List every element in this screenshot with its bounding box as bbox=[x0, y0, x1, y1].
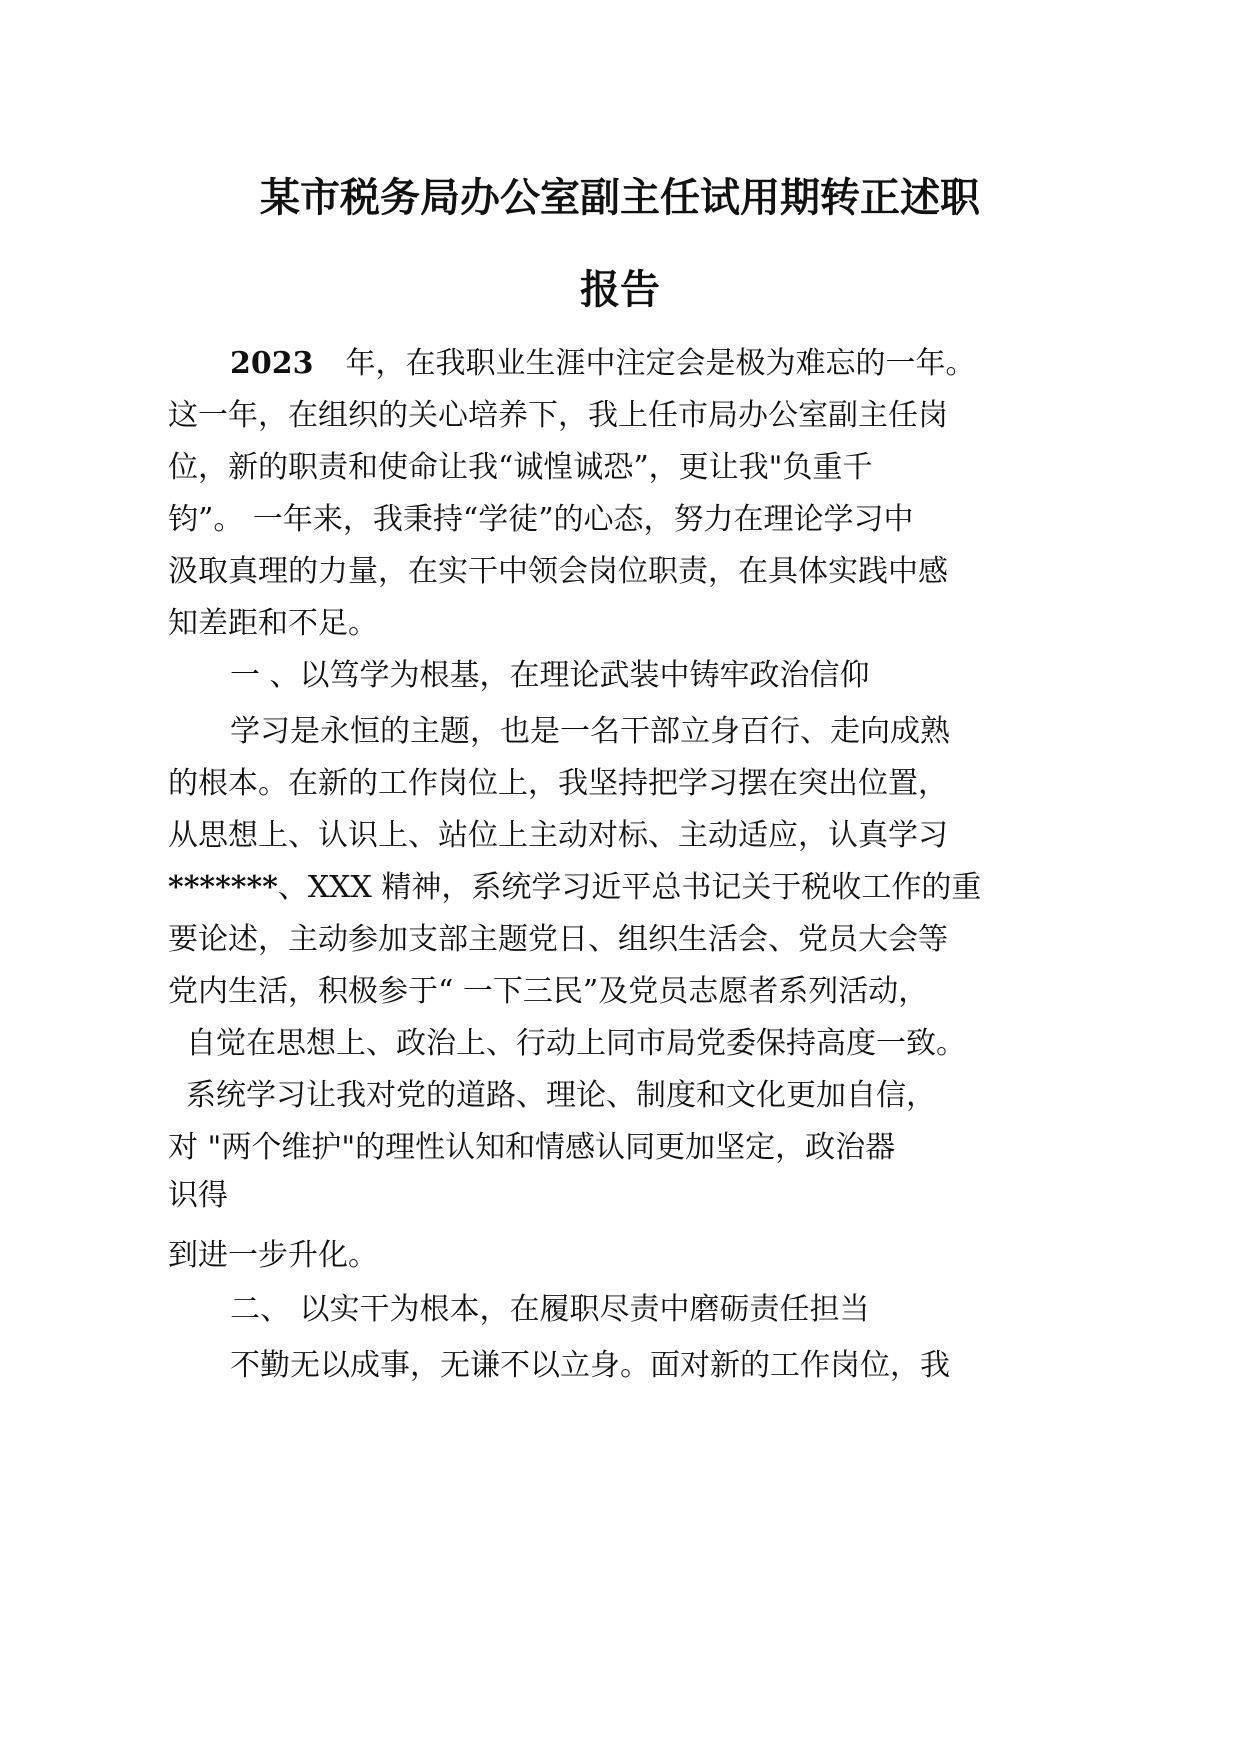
redacted-text: ******* bbox=[168, 870, 278, 905]
paragraph-1-line-6: 知差距和不足。 bbox=[168, 606, 378, 641]
paragraph-1-line-4: 钧”。 一年来，我秉持“学徒”的心态，努力在理论学习中 bbox=[168, 502, 914, 537]
paragraph-2-line-8: 系统学习让我对党的道路、理论、制度和文化更加自信， bbox=[186, 1078, 936, 1113]
paragraph-1-line-3: 位，新的职责和使命让我“诚惶诚恐”，更让我"负重千 bbox=[168, 450, 873, 485]
paragraph-1-line-2: 这一年，在组织的关心培养下，我上任市局办公室副主任岗 bbox=[168, 398, 948, 433]
paragraph-2-line-11: 到进一步升化。 bbox=[168, 1238, 378, 1273]
document-title-line-2: 报告 bbox=[580, 267, 660, 313]
paragraph-2-line-2: 的根本。在新的工作岗位上，我坚持把学习摆在突出位置， bbox=[168, 766, 948, 801]
paragraph-2-line-1: 学习是永恒的主题，也是一名干部立身百行、走向成熟 bbox=[230, 714, 950, 749]
section-heading-2: 二、 以实干为根本，在履职尽责中磨砺责任担当 bbox=[230, 1292, 870, 1327]
paragraph-2-line-6: 党内生活，积极参于“ 一下三民”及党员志愿者系列活动， bbox=[168, 974, 929, 1009]
section-heading-1: 一 、以笃学为根基，在理论武装中铸牢政治信仰 bbox=[230, 658, 870, 693]
paragraph-2-line-10: 识得 bbox=[168, 1178, 228, 1213]
paragraph-3-line-1: 不勤无以成事，无谦不以立身。面对新的工作岗位，我 bbox=[230, 1348, 950, 1383]
paragraph-1-line-5: 汲取真理的力量，在实干中领会岗位职责，在具体实践中感 bbox=[168, 554, 948, 589]
year-number: 2023 bbox=[230, 346, 314, 381]
paragraph-1-line-1 bbox=[230, 344, 976, 384]
paragraph-2-line-3: 从思想上、认识上、站位上主动对标、主动适应，认真学习 bbox=[168, 818, 948, 853]
paragraph-2-line-4 bbox=[168, 868, 981, 908]
paragraph-1-line-1-text: 年，在我职业生涯中注定会是极为难忘的一年。 bbox=[345, 346, 976, 381]
paragraph-2-line-7: 自觉在思想上、政治上、行动上同市局党委保持高度一致。 bbox=[186, 1026, 966, 1061]
paragraph-2-line-4-text: 、XXX 精神，系统学习近平总书记关于税收工作的重 bbox=[277, 870, 982, 905]
paragraph-2-line-9: 对 "两个维护"的理性认知和情感认同更加坚定，政治器 bbox=[168, 1130, 896, 1165]
paragraph-2-line-5: 要论述，主动参加支部主题党日、组织生活会、党员大会等 bbox=[168, 922, 948, 957]
document-title-line-1: 某市税务局办公室副主任试用期转正述职 bbox=[260, 175, 980, 221]
